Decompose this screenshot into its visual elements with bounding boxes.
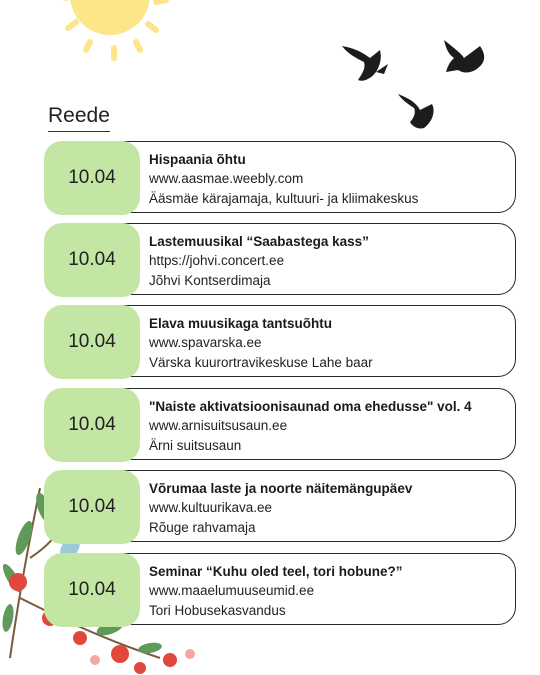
event-venue: Ääsmäe kärajamaja, kultuuri- ja kliimakeskus — [149, 190, 419, 206]
event-venue: Ärni suitsusaun — [149, 437, 242, 453]
event-venue: Jõhvi Kontserdimaja — [149, 272, 271, 288]
event-url[interactable]: www.spavarska.ee — [149, 335, 262, 350]
event-title: Elava muusikaga tantsuõhtu — [149, 316, 333, 331]
event-title: Võrumaa laste ja noorte näitemängupäev — [149, 481, 413, 496]
event-date-badge: 10.04 — [44, 141, 140, 215]
event-date-badge: 10.04 — [44, 553, 140, 627]
event-title: "Naiste aktivatsioonisaunad oma ehedusse" vol. 4 — [149, 399, 472, 414]
event-item — [44, 141, 518, 215]
event-date-badge: 10.04 — [44, 305, 140, 379]
event-url[interactable]: www.arnisuitsusaun.ee — [149, 418, 288, 433]
event-date-badge: 10.04 — [44, 388, 140, 462]
event-date-badge: 10.04 — [44, 470, 140, 544]
event-item — [44, 553, 518, 627]
event-date-badge: 10.04 — [44, 223, 140, 297]
event-item — [44, 388, 518, 462]
event-item — [44, 470, 518, 544]
event-venue: Rõuge rahvamaja — [149, 519, 256, 535]
event-item — [44, 223, 518, 297]
event-item — [44, 305, 518, 379]
event-title: Hispaania õhtu — [149, 152, 246, 167]
event-title: Seminar “Kuhu oled teel, tori hobune?” — [149, 564, 403, 579]
event-venue: Värska kuurortravikeskuse Lahe baar — [149, 354, 373, 370]
event-venue: Tori Hobusekasvandus — [149, 602, 286, 618]
event-url[interactable]: https://johvi.concert.ee — [149, 253, 285, 268]
event-url[interactable]: www.aasmae.weebly.com — [149, 171, 304, 186]
event-url[interactable]: www.kultuurikava.ee — [149, 500, 273, 515]
event-title: Lastemuusikal “Saabastega kass” — [149, 234, 369, 249]
event-url[interactable]: www.maaelumuuseumid.ee — [149, 583, 315, 598]
day-heading: Reede — [48, 104, 110, 132]
